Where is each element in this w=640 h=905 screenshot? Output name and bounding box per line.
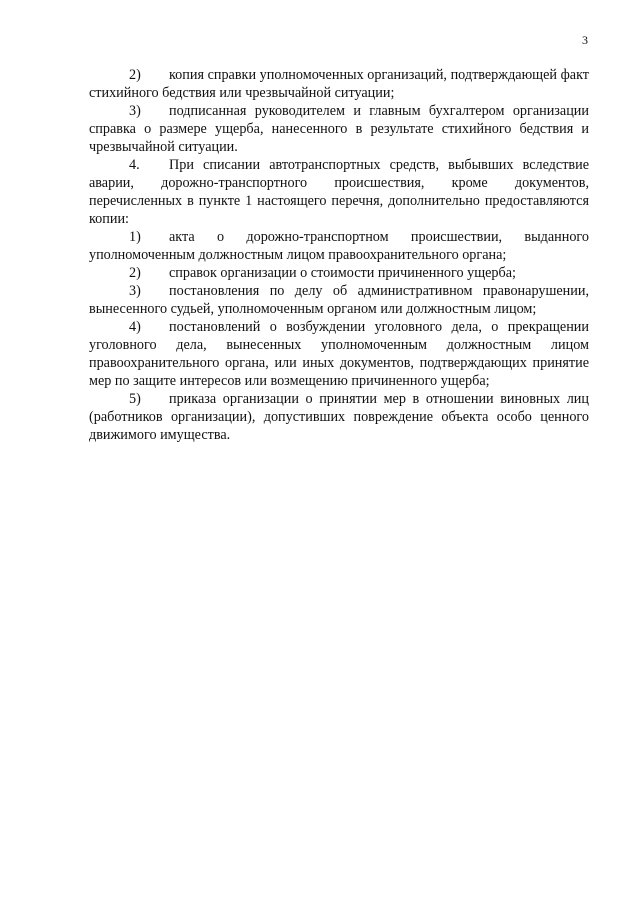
list-item [89, 228, 589, 264]
item-text: копия справки уполномоченных организаций, подтверждающей факт стихийного бедствия или чрезвычайной ситуации; [89, 67, 589, 101]
item-number: 5) [129, 391, 141, 407]
item-text: акта о дорожно-транспортном происшествии, выданного уполномоченным должностным лицом правоохранительного органа; [89, 229, 589, 263]
section-paragraph [89, 156, 589, 228]
list-item [89, 282, 589, 318]
document-body [89, 66, 589, 444]
item-number: 3) [129, 283, 141, 299]
item-number: 2) [129, 265, 141, 281]
list-item [89, 318, 589, 390]
list-item [89, 390, 589, 444]
page-number: 3 [582, 33, 588, 47]
item-number: 3) [129, 103, 141, 119]
list-item [89, 264, 589, 282]
list-item [89, 102, 589, 156]
section-text: При списании автотранспортных средств, выбывших вследствие аварии, дорожно-транспортного происшествия, кроме документов, перечисленных в пункте 1 настоящего перечня, дополнительно предоставляются копии: [89, 157, 589, 227]
item-text: постановлений о возбуждении уголовного дела, о прекращении уголовного дела, вынесенных уполномоченным должностным лицом правоохранительного органа, или иных документов, подтверждающих принятие мер по защите интересов или возмещению причиненного ущерба; [89, 319, 589, 389]
section-number: 4. [129, 157, 140, 173]
item-text: приказа организации о принятии мер в отношении виновных лиц (работников организации), допустивших повреждение объекта особо ценного движимого имущества. [89, 391, 589, 443]
item-text: справок организации о стоимости причиненного ущерба; [169, 265, 516, 281]
item-number: 4) [129, 319, 141, 335]
item-text: подписанная руководителем и главным бухгалтером организации справка о размере ущерба, нанесенного в результате стихийного бедствия и чрезвычайной ситуации. [89, 103, 589, 155]
item-number: 2) [129, 67, 141, 83]
list-item [89, 66, 589, 102]
item-text: постановления по делу об административном правонарушении, вынесенного судьей, уполномоченным органом или должностным лицом; [89, 283, 589, 317]
item-number: 1) [129, 229, 141, 245]
